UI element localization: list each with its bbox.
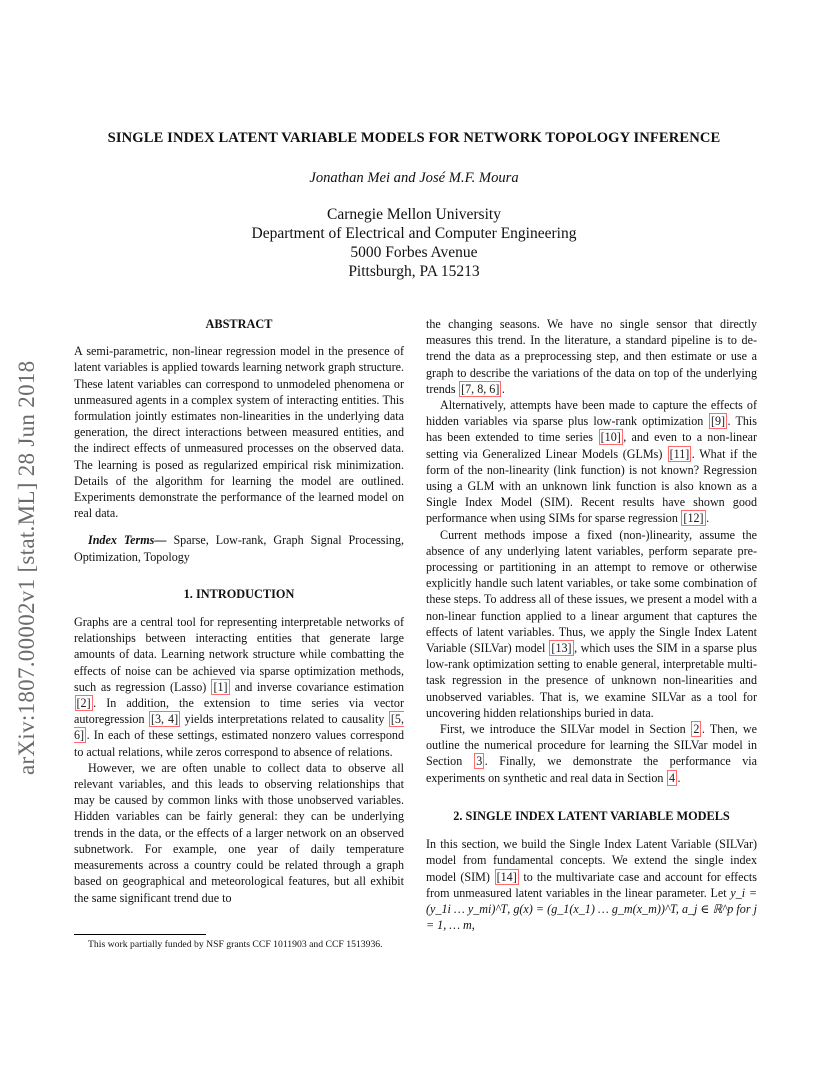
paper-authors: Jonathan Mei and José M.F. Moura <box>309 170 519 186</box>
footnote-text: This work partially funded by NSF grants CCF 1011903 and CCF 1513936. <box>88 939 383 950</box>
text-run: yields interpretations related to causality <box>180 712 389 727</box>
intro-paragraph-2: However, we are often unable to collect data to observe all relevant variables, and this leads to observing relationships that may be caused by common links with those unobserved variables. Hidden variables can be fairly general: they can be underlying trends in the data, or the effects of a larger network on an observed subnetwork. For example, one year of daily temperature measurements across a country could be related through a graph based on geographical and meteorological features, but all exhibit the same significant trend due to <box>74 760 404 905</box>
text-run: . Finally, we demonstrate the performance via experiments on synthetic and real data in Section <box>426 754 757 785</box>
citation-link[interactable]: [1] <box>213 679 228 694</box>
intro-paragraph-2-continued <box>426 316 757 397</box>
text-run: . Then, we outline the numerical procedure for learning the SILVar model in Section <box>426 722 757 769</box>
text-run: First, we introduce the SILVar model in Section <box>440 722 691 737</box>
text-run: and inverse covariance estimation <box>230 679 404 694</box>
text-run: to the multivariate case and account for effects from unmeasured latent variables in the linear parameter. Let <box>426 869 757 900</box>
section-link[interactable]: 2 <box>693 722 700 737</box>
arxiv-id-text: arXiv:1807.00002v1 [stat.ML] 28 Jun 2018 <box>14 360 39 775</box>
index-terms-text: Sparse, Low-rank, Graph Signal Processing, Optimization, Topology <box>74 533 404 564</box>
citation-link[interactable]: [10] <box>600 430 621 445</box>
text-run: In this section, we build the Single Index Latent Variable (SILVar) model from fundamental concepts. We extend the single index model (SIM) <box>426 837 757 884</box>
affiliation-block <box>0 205 828 281</box>
text-run: . In each of these settings, estimated nonzero values correspond to actual relations, while zeros correspond to absence of relations. <box>74 728 404 759</box>
intro-paragraph-3 <box>426 397 757 527</box>
citation-link[interactable]: [5, 6] <box>74 712 404 743</box>
section-link[interactable]: 4 <box>668 770 676 785</box>
intro-paragraph-5 <box>426 721 757 786</box>
text-run: Current methods impose a fixed (non-)linearity, assume the absence of any underlying latent variables, perform separate pre-processing or partitioning in an attempt to remove or otherwise explicitly handle such latent variables, or take some combination of these steps. To address all of these issues, we present a model with a non-linear function applied to a linear argument that captures the effects of latent variables. Thus, we apply the Single Index Latent Variable (SILVar) model <box>426 527 757 656</box>
citation-link[interactable]: [13] <box>551 641 572 656</box>
citation-link[interactable]: [12] <box>683 511 704 526</box>
citation-link[interactable]: [3, 4] <box>150 712 179 727</box>
text-run: . <box>501 381 505 396</box>
index-terms-label: Index Terms— <box>88 533 167 548</box>
citation-link[interactable]: [7, 8, 6] <box>461 381 500 396</box>
section2-heading: 2. SINGLE INDEX LATENT VARIABLE MODELS <box>453 808 730 823</box>
section2-paragraph-1: In this section, we build the Single Index Latent Variable (SILVar) model from fundamental concepts. We extend the single index model (SIM) [14] to the multivariate case and account for effects from unmeasured latent variables in the linear parameter. Let y_i = (y_1i … y_mi)^T, g(x) = (g_1(x_1) … g_m(x_m))^T, a_j ∈ ℝ^p for j = 1, … m, <box>426 837 758 933</box>
text-run: . This has been extended to time series <box>426 414 757 445</box>
text-run: . <box>677 770 681 785</box>
text-run: . In addition, the extension to time series via vector autoregression <box>74 696 404 727</box>
citation-link[interactable]: [2] <box>76 696 91 711</box>
arxiv-sidebar-identifier <box>14 280 54 780</box>
intro-paragraph-4 <box>426 527 757 721</box>
text-run: Graphs are a central tool for representing interpretable networks of relationships between interacting entities that generate large amounts of data. Learning network structure while combatting the effects of noise can be achieved via sparse optimization methods, such as regression (Lasso) <box>74 615 404 694</box>
text-run: Alternatively, attempts have been made to capture the effects of hidden variables via sparse plus low-rank optimization <box>426 398 757 429</box>
right-column <box>426 316 757 933</box>
citation-link[interactable]: [14] <box>496 869 517 884</box>
affiliation-line: Pittsburgh, PA 15213 <box>348 263 480 280</box>
affiliation-line: Department of Electrical and Computer Engineering <box>251 225 577 242</box>
text-run: . What if the form of the non-linearity (link function) is not known? Regression using a GLM with an unknown link function is also known as a Single Index Model (SIM). Recent results have shown good performance when using SIMs for sparse regression <box>426 446 757 526</box>
text-run: , which uses the SIM in a sparse plus low-rank optimization setting to enable general, interpretable multi-task regression in the presence of unknown non-linearities and unobserved variables. That is, we examine SILVar as a tool for uncovering hidden relationships buried in data. <box>426 641 757 720</box>
left-column <box>74 316 404 950</box>
abstract-heading: ABSTRACT <box>205 317 273 331</box>
intro-heading: 1. INTRODUCTION <box>183 586 295 601</box>
math-inline: y_i = (y_1i … y_mi)^T <box>426 885 758 916</box>
affiliation-line: 5000 Forbes Avenue <box>350 244 478 261</box>
intro-paragraph-1 <box>74 614 404 760</box>
footnote-area <box>74 934 404 951</box>
text-run: . <box>706 511 710 526</box>
affiliation-line: Carnegie Mellon University <box>327 206 501 223</box>
text-run: the changing seasons. We have no single sensor that directly measures this trend. In the literature, a standard pipeline is to de-trend the data as a preprocessing step, and then estimate or use a graph to describe the variations of the data on top of the underlying trends <box>426 317 757 396</box>
citation-link[interactable]: [9] <box>710 414 726 429</box>
math-inline: g(x) = (g_1(x_1) … g_m(x_m))^T, a_j ∈ ℝ^p for j = 1, … m, <box>426 901 757 933</box>
abstract-text: A semi-parametric, non-linear regression model in the presence of latent variables is applied towards learning network graph structure. These latent variables can correspond to unmodeled phenomena or unmeasured agents in a complex system of interacting entities. This formulation jointly estimates non-linearities in the underlying data generation, the direct interactions between measured entities, and the indirect effects of unmeasured processes on the observed data. The learning is posed as regularized empirical risk minimization. Details of the algorithm for learning the model are outlined. Experiments demonstrate the performance of the learned model on real data. <box>74 344 404 521</box>
citation-link[interactable]: [11] <box>669 446 690 461</box>
section-link[interactable]: 3 <box>476 754 483 769</box>
footnote-rule <box>74 934 206 935</box>
index-terms <box>74 532 404 564</box>
paper-title: SINGLE INDEX LATENT VARIABLE MODELS FOR NETWORK TOPOLOGY INFERENCE <box>107 130 721 146</box>
text-run: , and even to a non-linear setting via Generalized Linear Models (GLMs) <box>426 430 757 461</box>
